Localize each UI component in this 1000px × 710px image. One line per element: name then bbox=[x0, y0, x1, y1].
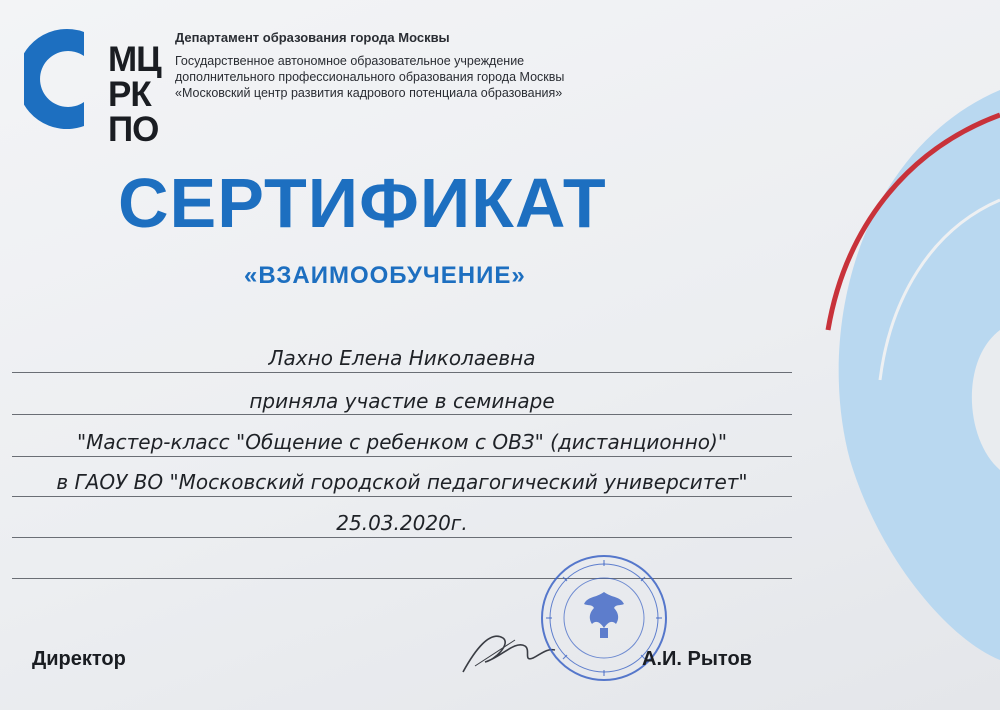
event-date: 25.03.2020г. bbox=[336, 511, 468, 535]
org-line-3: «Московский центр развития кадрового потенциала образования» bbox=[175, 86, 563, 100]
org-line-2: дополнительного профессионального образования города Москвы bbox=[175, 70, 565, 84]
logo-mark-icon bbox=[24, 22, 104, 134]
underline bbox=[12, 372, 792, 373]
logo-letters bbox=[108, 42, 161, 147]
underline bbox=[12, 537, 792, 538]
logo-letters-line-1: МЦ bbox=[108, 40, 161, 79]
eagle-emblem-icon bbox=[584, 592, 624, 638]
org-line-1: Государственное автономное образовательное учреждение bbox=[175, 54, 525, 68]
underline bbox=[12, 456, 792, 457]
participation-text: приняла участие в семинаре bbox=[249, 389, 555, 413]
logo bbox=[24, 22, 164, 149]
underline bbox=[12, 496, 792, 497]
certificate-subtitle: «ВЗАИМООБУЧЕНИЕ» bbox=[244, 262, 526, 289]
recipient-name: Лахно Елена Николаевна bbox=[268, 346, 536, 370]
organization-block bbox=[175, 30, 564, 101]
underline bbox=[12, 578, 792, 579]
director-label: Директор bbox=[32, 648, 126, 670]
signer-name: А.И. Рытов bbox=[642, 648, 752, 670]
logo-letters-line-3: ПО bbox=[108, 110, 159, 149]
underline bbox=[12, 414, 792, 415]
department-name: Департамент образования города Москвы bbox=[175, 30, 450, 45]
event-name: "Мастер-класс "Общение с ребенком с ОВЗ" (дистанционно)" bbox=[76, 430, 728, 454]
venue-name: в ГАОУ ВО "Московский городской педагогический университет" bbox=[56, 470, 748, 494]
certificate-title: СЕРТИФИКАТ bbox=[118, 164, 607, 242]
logo-letters-line-2: РК bbox=[108, 75, 151, 114]
